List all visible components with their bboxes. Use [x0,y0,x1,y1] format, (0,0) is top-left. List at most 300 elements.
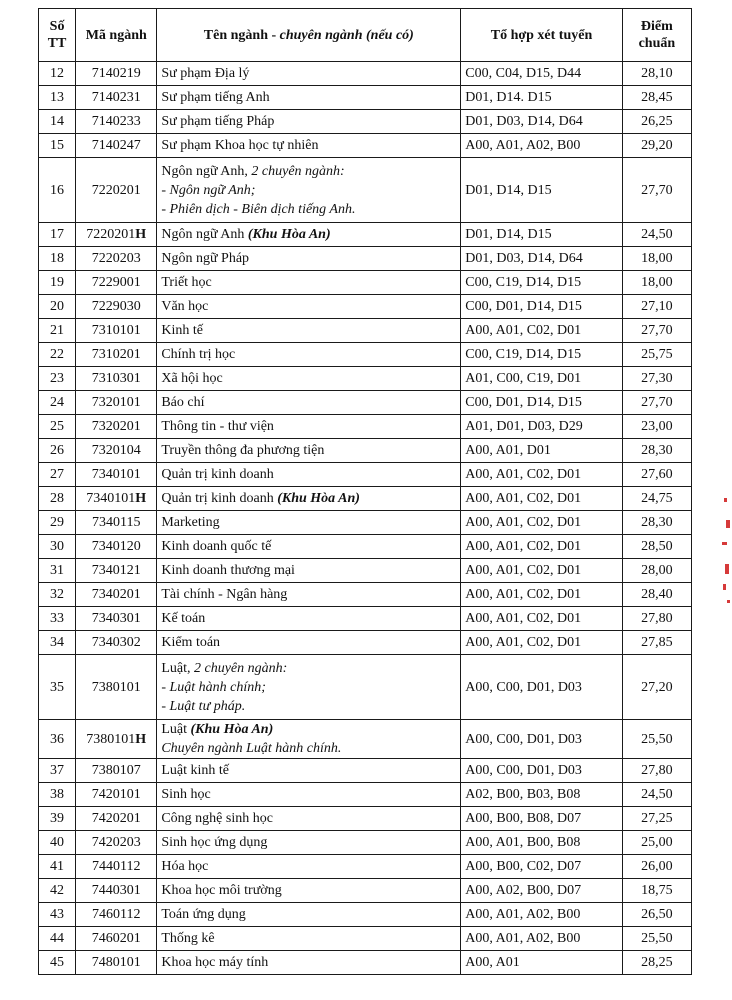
table-row [39,86,692,110]
cell-stt: 25 [39,415,76,439]
table-header-row [39,9,692,62]
ma-nganh-code: 7140233 [91,114,141,129]
ten-nganh-line [161,633,456,652]
ten-nganh-text: Khoa học môi trường [161,883,282,898]
cell-ten-nganh [157,655,461,720]
cell-stt: 12 [39,62,76,86]
cell-ma-nganh [76,720,157,759]
cell-stt: 15 [39,134,76,158]
ma-nganh-code: 7320201 [91,419,141,434]
ma-nganh-code: 7460112 [91,907,141,922]
cell-stt: 36 [39,720,76,759]
cell-to-hop: A00, A01, C02, D01 [461,559,622,583]
cell-stt: 24 [39,391,76,415]
cell-stt: 43 [39,903,76,927]
ma-nganh-code: 7220203 [91,251,141,266]
cell-diem-chuan: 24,50 [622,783,691,807]
ten-nganh-line [161,881,456,900]
cell-stt: 44 [39,927,76,951]
cell-ma-nganh [76,855,157,879]
cell-diem-chuan: 27,30 [622,367,691,391]
cell-ten-nganh [157,110,461,134]
ten-nganh-line [161,88,456,107]
cell-diem-chuan: 28,30 [622,439,691,463]
ma-nganh-code: 7440301 [91,883,141,898]
ma-nganh-code: 7140219 [91,66,141,81]
ma-nganh-code: 7310101 [91,323,141,338]
ten-nganh-text-emphasis: 2 chuyên ngành: [194,660,288,676]
ma-nganh-code: 7220201 [91,182,141,198]
ten-nganh-line [161,857,456,876]
ma-nganh-code: 7340101 [91,467,141,482]
table-row [39,535,692,559]
ma-nganh-suffix: H [135,731,147,747]
ten-nganh-text: - Luật tư pháp. [161,698,246,714]
cell-stt: 37 [39,759,76,783]
cell-ten-nganh [157,559,461,583]
cell-ma-nganh [76,463,157,487]
cell-ma-nganh [76,831,157,855]
cell-ma-nganh [76,271,157,295]
cell-to-hop: C00, D01, D14, D15 [461,391,622,415]
table-row [39,367,692,391]
cell-ten-nganh [157,247,461,271]
cell-diem-chuan: 29,20 [622,134,691,158]
cell-ten-nganh [157,134,461,158]
cell-diem-chuan: 28,50 [622,535,691,559]
ten-nganh-text: - Luật hành chính; [161,679,266,695]
cell-stt: 42 [39,879,76,903]
cell-ten-nganh [157,583,461,607]
cell-ten-nganh [157,62,461,86]
cell-ma-nganh [76,607,157,631]
cell-diem-chuan: 24,50 [622,223,691,247]
ten-nganh-line [161,785,456,804]
cell-stt: 20 [39,295,76,319]
ten-nganh-text: Ngôn ngữ Anh, [161,163,252,179]
ma-nganh-code: 7140247 [91,138,141,153]
table-row [39,343,692,367]
cell-diem-chuan: 27,20 [622,655,691,720]
cell-stt: 33 [39,607,76,631]
cell-stt: 17 [39,223,76,247]
ten-nganh-text: Kế toán [161,611,206,626]
cell-diem-chuan: 25,75 [622,343,691,367]
ten-nganh-text: - Ngôn ngữ Anh; [161,182,256,198]
cell-to-hop: A00, A01, C02, D01 [461,511,622,535]
ten-nganh-text: Toán ứng dụng [161,907,246,922]
cell-stt: 41 [39,855,76,879]
cell-to-hop: C00, C19, D14, D15 [461,271,622,295]
ten-nganh-text: Chuyên ngành Luật hành chính. [161,741,342,756]
ten-nganh-text: Kinh doanh quốc tế [161,539,272,554]
ten-nganh-line [161,64,456,83]
cell-ten-nganh [157,631,461,655]
cell-diem-chuan: 28,40 [622,583,691,607]
ma-nganh-code: 7340302 [91,635,141,650]
cell-ten-nganh [157,463,461,487]
ma-nganh-code: 7340201 [91,587,141,602]
cell-ma-nganh [76,343,157,367]
cell-stt: 45 [39,951,76,975]
cell-diem-chuan: 28,00 [622,559,691,583]
ten-nganh-text: Sư phạm tiếng Pháp [161,114,275,129]
ten-nganh-text: Quản trị kinh doanh [161,491,278,506]
ten-nganh-line [161,761,456,780]
cell-ten-nganh [157,720,461,759]
ten-nganh-line [161,609,456,628]
ten-nganh-line [161,659,456,678]
ma-nganh-code: 7440112 [91,859,141,874]
ma-nganh-code: 7229001 [91,275,141,290]
cell-ma-nganh [76,62,157,86]
cell-stt: 30 [39,535,76,559]
cell-ma-nganh [76,559,157,583]
ten-nganh-text: Tài chính - Ngân hàng [161,587,288,602]
ma-nganh-suffix: H [135,491,147,506]
cell-stt: 21 [39,319,76,343]
cell-ma-nganh [76,295,157,319]
ma-nganh-code: 7320104 [91,443,141,458]
ten-nganh-line [161,697,456,716]
ten-nganh-line [161,273,456,292]
cell-to-hop: A00, B00, C02, D07 [461,855,622,879]
ten-nganh-text: Luật kinh tế [161,763,229,778]
table-row [39,831,692,855]
cell-to-hop: A00, A02, B00, D07 [461,879,622,903]
cell-ten-nganh [157,535,461,559]
cell-diem-chuan: 25,00 [622,831,691,855]
ma-nganh-code: 7310301 [91,371,141,386]
ten-nganh-text-emphasis: 2 chuyên ngành: [251,163,345,179]
ten-nganh-line [161,513,456,532]
cell-to-hop: D01, D03, D14, D64 [461,110,622,134]
ten-nganh-line [161,369,456,388]
cell-diem-chuan: 27,70 [622,319,691,343]
cell-to-hop: A00, A01, A02, B00 [461,134,622,158]
cell-to-hop: A01, C00, C19, D01 [461,367,622,391]
table-row [39,855,692,879]
table-row [39,903,692,927]
header-diem-chuan: Điểm chuẩn [622,9,691,62]
cell-diem-chuan: 27,80 [622,759,691,783]
cell-ma-nganh [76,927,157,951]
ten-nganh-line [161,249,456,268]
ma-nganh-suffix: H [135,227,147,242]
ma-nganh-code: 7340101 [86,491,136,506]
cell-ten-nganh [157,855,461,879]
cell-ma-nganh [76,807,157,831]
cell-ten-nganh [157,319,461,343]
header-to-hop: Tổ hợp xét tuyển [461,9,622,62]
ma-nganh-code: 7229030 [91,299,141,314]
cell-stt: 27 [39,463,76,487]
ten-nganh-line [161,809,456,828]
table-row [39,110,692,134]
ten-nganh-text: Sư phạm tiếng Anh [161,90,270,105]
cell-diem-chuan: 27,25 [622,807,691,831]
ten-nganh-text: Ngôn ngữ Pháp [161,251,250,266]
ten-nganh-text: Ngôn ngữ Anh [161,227,248,242]
cell-to-hop: A00, A01, C02, D01 [461,583,622,607]
ten-nganh-line [161,953,456,972]
ten-nganh-line [161,489,456,508]
cell-ma-nganh [76,583,157,607]
ma-nganh-code: 7420101 [91,787,141,802]
cell-diem-chuan: 18,75 [622,879,691,903]
cell-diem-chuan: 26,00 [622,855,691,879]
cell-ten-nganh [157,295,461,319]
ten-nganh-line [161,321,456,340]
cell-stt: 29 [39,511,76,535]
cell-to-hop: A00, A01, A02, B00 [461,927,622,951]
table-row [39,655,692,720]
cell-ma-nganh [76,86,157,110]
cell-diem-chuan: 23,00 [622,415,691,439]
cell-diem-chuan: 27,60 [622,463,691,487]
cell-diem-chuan: 18,00 [622,247,691,271]
ten-nganh-line [161,136,456,155]
cell-to-hop: D01, D14, D15 [461,158,622,223]
ma-nganh-code: 7320101 [91,395,141,410]
cell-diem-chuan: 25,50 [622,927,691,951]
table-row [39,415,692,439]
cell-to-hop: A00, C00, D01, D03 [461,759,622,783]
cell-to-hop: C00, D01, D14, D15 [461,295,622,319]
cell-to-hop: A02, B00, B03, B08 [461,783,622,807]
cell-ten-nganh [157,807,461,831]
ten-nganh-line [161,929,456,948]
table-row [39,247,692,271]
ma-nganh-code: 7340121 [91,563,141,578]
cell-ma-nganh [76,134,157,158]
ten-nganh-text: Sinh học [161,787,211,802]
table-row [39,879,692,903]
cell-to-hop: A00, A01, C02, D01 [461,319,622,343]
cell-stt: 18 [39,247,76,271]
cell-ten-nganh [157,367,461,391]
table-row [39,583,692,607]
cell-diem-chuan: 27,80 [622,607,691,631]
ten-nganh-text: Kiểm toán [161,635,221,650]
table-row [39,720,692,759]
cell-diem-chuan: 27,70 [622,158,691,223]
cell-ten-nganh [157,951,461,975]
ten-nganh-text: Thông tin - thư viện [161,419,274,434]
table-row [39,439,692,463]
cell-ma-nganh [76,879,157,903]
ten-nganh-line [161,181,456,200]
cell-ma-nganh [76,439,157,463]
cell-to-hop: D01, D14. D15 [461,86,622,110]
cell-ma-nganh [76,367,157,391]
cell-diem-chuan: 28,30 [622,511,691,535]
cell-diem-chuan: 28,25 [622,951,691,975]
table-row [39,158,692,223]
header-ten-nganh-main: Tên ngành - [203,27,280,43]
ten-nganh-line [161,720,456,739]
table-row [39,807,692,831]
table-row [39,783,692,807]
cell-to-hop: A01, D01, D03, D29 [461,415,622,439]
cell-to-hop: A00, C00, D01, D03 [461,720,622,759]
cell-ma-nganh [76,655,157,720]
cell-ten-nganh [157,158,461,223]
ten-nganh-text-emphasis: (Khu Hòa An) [247,227,331,242]
cell-to-hop: A00, A01, C02, D01 [461,487,622,511]
ten-nganh-text: Chính trị học [161,347,236,362]
cell-diem-chuan: 27,10 [622,295,691,319]
cell-stt: 32 [39,583,76,607]
cell-stt: 39 [39,807,76,831]
table-row [39,62,692,86]
cell-ten-nganh [157,271,461,295]
cell-ten-nganh [157,223,461,247]
cell-ma-nganh [76,247,157,271]
cell-stt: 13 [39,86,76,110]
ma-nganh-code: 7380101 [86,731,136,747]
ten-nganh-text: Hóa học [161,859,209,874]
cell-ma-nganh [76,158,157,223]
ten-nganh-text: Sư phạm Địa lý [161,66,250,81]
ten-nganh-text: Marketing [161,515,220,530]
cell-ten-nganh [157,879,461,903]
ma-nganh-code: 7480101 [91,955,141,970]
cell-ten-nganh [157,783,461,807]
table-row [39,223,692,247]
cell-to-hop: A00, A01, C02, D01 [461,607,622,631]
ten-nganh-text: Luật [161,722,191,737]
ten-nganh-text: Xã hội học [161,371,223,386]
cell-ma-nganh [76,783,157,807]
cell-diem-chuan: 27,70 [622,391,691,415]
cell-ten-nganh [157,487,461,511]
ten-nganh-text: Sinh học ứng dụng [161,835,268,850]
cell-stt: 26 [39,439,76,463]
admission-score-table [38,8,692,975]
ten-nganh-text: Văn học [161,299,209,314]
ma-nganh-code: 7380107 [91,763,141,778]
ma-nganh-code: 7340115 [91,515,141,530]
ten-nganh-line [161,537,456,556]
table-row [39,631,692,655]
cell-diem-chuan: 26,25 [622,110,691,134]
ma-nganh-code: 7380101 [91,679,141,695]
cell-stt: 34 [39,631,76,655]
table-row [39,134,692,158]
cell-diem-chuan: 18,00 [622,271,691,295]
cell-ma-nganh [76,415,157,439]
ten-nganh-line [161,345,456,364]
ma-nganh-code: 7420203 [91,835,141,850]
cell-to-hop: D01, D14, D15 [461,223,622,247]
cell-ten-nganh [157,903,461,927]
cell-ma-nganh [76,631,157,655]
cell-stt: 23 [39,367,76,391]
cell-ma-nganh [76,535,157,559]
cell-ma-nganh [76,759,157,783]
cell-ten-nganh [157,415,461,439]
cell-stt: 38 [39,783,76,807]
cell-ten-nganh [157,439,461,463]
ten-nganh-line [161,112,456,131]
ma-nganh-code: 7460201 [91,931,141,946]
cell-ten-nganh [157,831,461,855]
table-row [39,487,692,511]
ten-nganh-text: Sư phạm Khoa học tự nhiên [161,138,319,153]
ma-nganh-code: 7420201 [91,811,141,826]
cell-stt: 14 [39,110,76,134]
ma-nganh-code: 7220201 [86,227,136,242]
ten-nganh-text: Khoa học máy tính [161,955,269,970]
cell-stt: 40 [39,831,76,855]
ten-nganh-line [161,225,456,244]
cell-to-hop: C00, C04, D15, D44 [461,62,622,86]
cell-to-hop: C00, C19, D14, D15 [461,343,622,367]
cell-ma-nganh [76,511,157,535]
cell-diem-chuan: 24,75 [622,487,691,511]
ten-nganh-text-emphasis: (Khu Hòa An) [190,722,274,737]
ten-nganh-line [161,465,456,484]
cell-to-hop: A00, A01, C02, D01 [461,631,622,655]
cell-stt: 28 [39,487,76,511]
ten-nganh-line [161,833,456,852]
cell-ten-nganh [157,86,461,110]
ten-nganh-line [161,678,456,697]
header-ten-nganh [157,9,461,62]
cell-ten-nganh [157,607,461,631]
table-row [39,391,692,415]
cell-to-hop: A00, B00, B08, D07 [461,807,622,831]
cell-to-hop: A00, A01, D01 [461,439,622,463]
ma-nganh-code: 7310201 [91,347,141,362]
ten-nganh-line [161,393,456,412]
cell-ten-nganh [157,343,461,367]
cell-ma-nganh [76,487,157,511]
header-stt: Số TT [39,9,76,62]
cell-to-hop: D01, D03, D14, D64 [461,247,622,271]
cell-ma-nganh [76,110,157,134]
cell-ten-nganh [157,511,461,535]
cell-stt: 19 [39,271,76,295]
header-ma-nganh: Mã ngành [76,9,157,62]
ten-nganh-line [161,200,456,219]
ten-nganh-line [161,162,456,181]
ten-nganh-text: Quản trị kinh doanh [161,467,274,482]
cell-ma-nganh [76,951,157,975]
red-stamp-fragment [716,480,732,620]
ten-nganh-text: Triết học [161,275,212,290]
cell-to-hop: A00, A01 [461,951,622,975]
ten-nganh-text: Kinh tế [161,323,203,338]
cell-ten-nganh [157,927,461,951]
cell-diem-chuan: 28,45 [622,86,691,110]
cell-stt: 16 [39,158,76,223]
table-row [39,319,692,343]
cell-to-hop: A00, A01, C02, D01 [461,535,622,559]
ten-nganh-line [161,739,456,758]
cell-to-hop: A00, C00, D01, D03 [461,655,622,720]
ma-nganh-code: 7340301 [91,611,141,626]
cell-diem-chuan: 25,50 [622,720,691,759]
cell-ten-nganh [157,391,461,415]
table-row [39,607,692,631]
cell-diem-chuan: 27,85 [622,631,691,655]
cell-diem-chuan: 26,50 [622,903,691,927]
cell-to-hop: A00, A01, B00, B08 [461,831,622,855]
table-body [39,62,692,975]
cell-ma-nganh [76,903,157,927]
